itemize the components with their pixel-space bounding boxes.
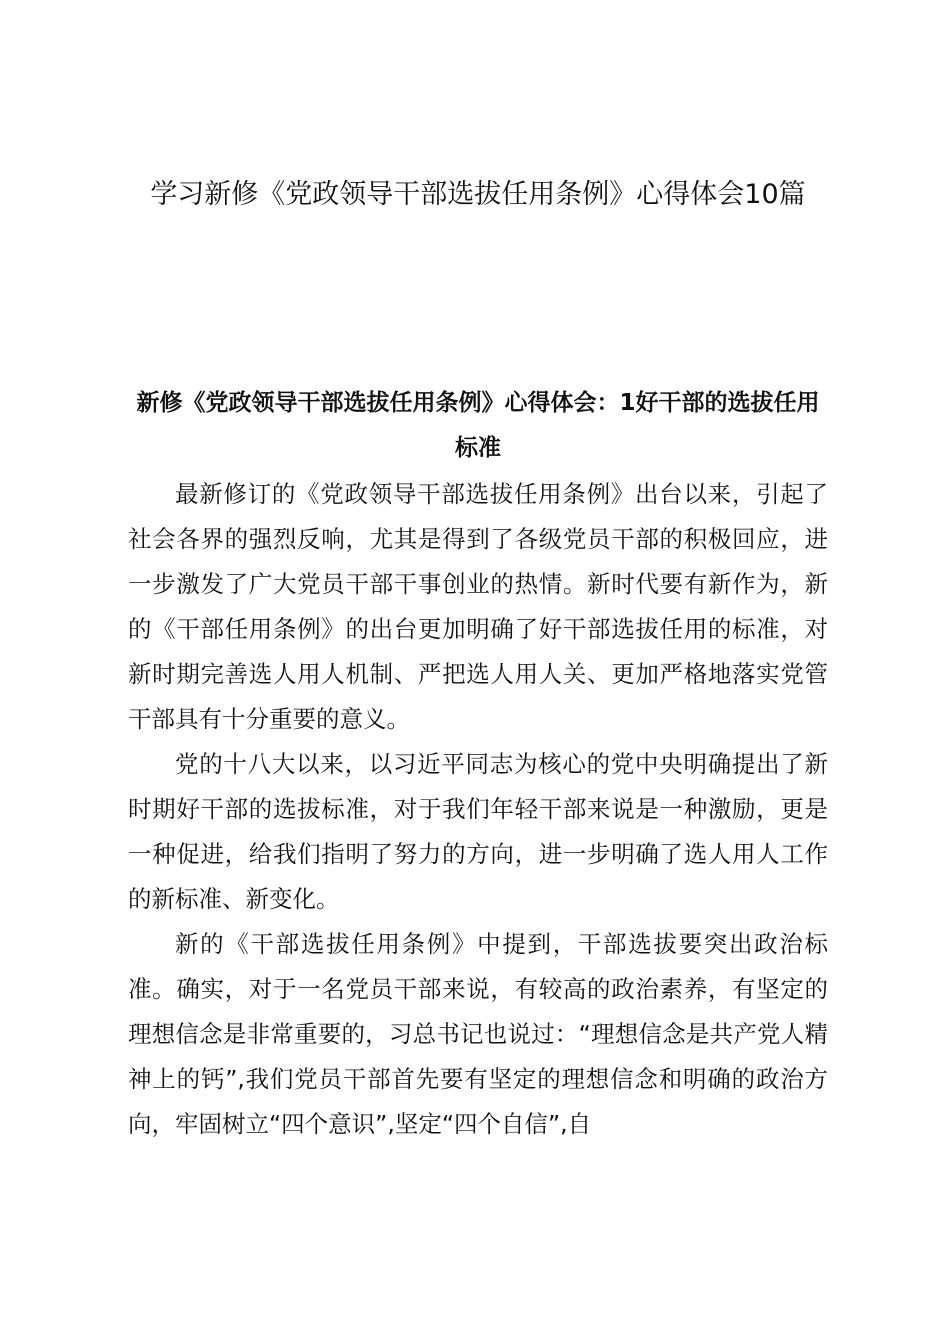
document-title: 学习新修《党政领导干部选拔任用条例》心得体会10篇 [150,179,806,210]
body-paragraph: 新的《干部选拔任用条例》中提到，干部选拔要突出政治标准。确实，对于一名党员干部来说，有较高的政治素养，有坚定的理想信念是非常重要的，习总书记也说过：“理想信念是共产党人精神上的钙”,我们党员干部首先要有坚定的理想信念和明确的政治方向，牢固树立“四个意识”,坚定“四个自信”,自 [128,930,828,1138]
document-body [128,472,828,1147]
body-paragraph: 党的十八大以来，以习近平同志为核心的党中央明确提出了新时期好干部的选拔标准，对于我们年轻干部来说是一种激励，更是一种促进，给我们指明了努力的方向，进一步明确了选人用人工作的新标准、新变化。 [128,750,828,913]
section-heading: 新修《党政领导干部选拔任用条例》心得体会：1好干部的选拔任用标准 [136,390,820,461]
body-paragraph: 最新修订的《党政领导干部选拔任用条例》出台以来，引起了社会各界的强烈反响，尤其是得到了各级党员干部的积极回应，进一步激发了广大党员干部干事创业的热情。新时代要有新作为，新的《干部任用条例》的出台更加明确了好干部选拔任用的标准，对新时期完善选人用人机制、严把选人用人关、更加严格地落实党管干部具有十分重要的意义。 [128,480,828,733]
